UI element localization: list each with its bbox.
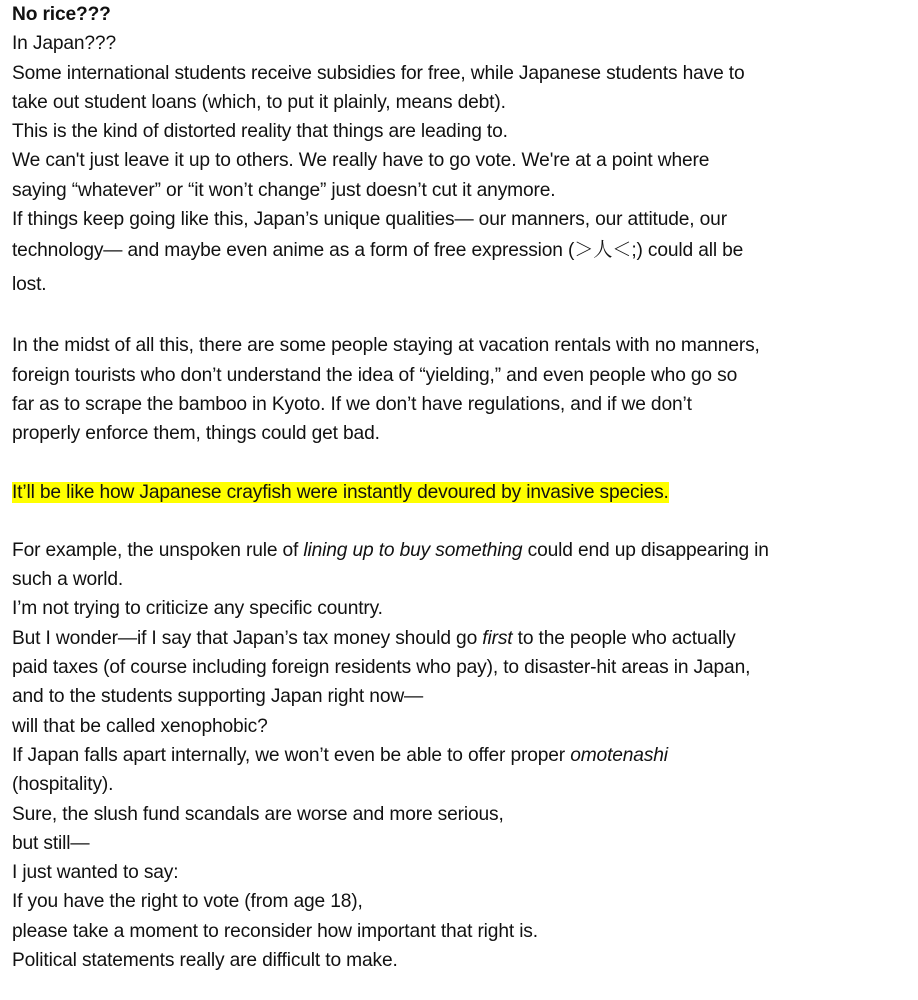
italic-word: first [482,627,513,649]
text-line: take out student loans (which, to put it plainly, means debt). [12,91,506,113]
text-line: In the midst of all this, there are some people staying at vacation rentals with no manners, [12,335,760,357]
text-line [12,536,912,565]
text-line: paid taxes (of course including foreign residents who pay), to disaster-hit areas in Japan, [12,657,751,679]
text-line: but still— [12,832,90,854]
text-line: please take a moment to reconsider how important that right is. [12,920,538,942]
text-line: Political statements really are difficult to make. [12,950,398,972]
text-line: We can't just leave it up to others. We really have to go vote. We're at a point where [12,150,710,172]
highlighted-sentence: It’ll be like how Japanese crayfish were instantly devoured by invasive species. [12,481,669,503]
text-line: technology— and maybe even anime as a form of free expression (＞人＜;) could all be [12,240,744,262]
text-line: I just wanted to say: [12,862,179,884]
text-run: to the people who actually [512,627,736,649]
text-line [12,741,912,770]
paragraph-3 [12,536,912,975]
text-line [12,624,912,653]
text-run: could end up disappearing in [522,539,769,561]
text-run: But I wonder—if I say that Japan’s tax money should go [12,627,483,649]
text-line: I’m not trying to criticize any specific country. [12,598,383,620]
text-line: and to the students supporting Japan right now— [12,686,424,708]
italic-phrase: lining up to buy something [303,539,523,561]
document-title: No rice??? [12,4,111,25]
paragraph-1 [12,29,912,302]
text-line: foreign tourists who don’t understand the idea of “yielding,” and even people who go so [12,364,738,386]
text-line: lost. [12,274,47,296]
text-line: If things keep going like this, Japan’s unique qualities— our manners, our attitude, our [12,209,727,231]
text-line: Sure, the slush fund scandals are worse and more serious, [12,803,504,825]
highlighted-paragraph [12,478,912,507]
text-line: Some international students receive subsidies for free, while Japanese students have to [12,62,745,84]
document-body [12,0,912,975]
text-run: For example, the unspoken rule of [12,539,304,561]
italic-word: omotenashi [570,744,668,766]
text-line: This is the kind of distorted reality that things are leading to. [12,121,508,143]
paragraph-gap [12,507,912,536]
paragraph-2 [12,331,912,448]
text-line: In Japan??? [12,33,116,55]
text-line: such a world. [12,569,124,591]
text-line: properly enforce them, things could get bad. [12,423,380,445]
text-line: saying “whatever” or “it won’t change” just doesn’t cut it anymore. [12,179,556,201]
paragraph-gap [12,449,912,478]
paragraph-gap [12,302,912,331]
text-line: If you have the right to vote (from age 18), [12,891,363,913]
text-line: (hospitality). [12,774,114,796]
text-line: far as to scrape the bamboo in Kyoto. If we don’t have regulations, and if we don’t [12,393,692,415]
text-line: will that be called xenophobic? [12,715,268,737]
text-run: If Japan falls apart internally, we won’t even be able to offer proper [12,744,571,766]
